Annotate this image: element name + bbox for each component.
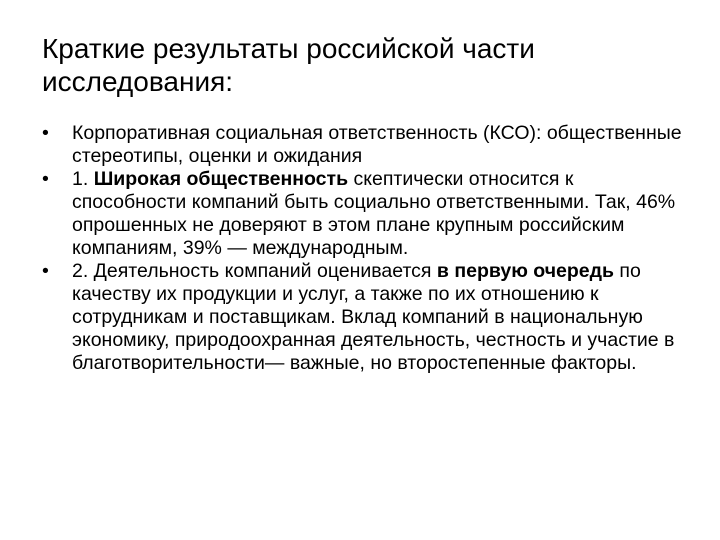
bullet-dot: • xyxy=(42,260,49,282)
bullet-item-2 xyxy=(38,168,688,260)
bullet-bold-text: в первую очередь xyxy=(436,260,614,282)
slide-title: Краткие результаты российской части исследования: xyxy=(42,33,535,97)
bullet-list xyxy=(38,122,688,375)
bullet-dot: • xyxy=(42,122,49,144)
bullet-rest-text: по качеству их продукции и услуг, а также по их отношению к сотрудникам и поставщикам. Вклад компаний в национальную экономику, природоохранная деятельность, честность и участие в благотворительности— важные, но второстепенные факторы. xyxy=(72,260,675,374)
bullet-dot: • xyxy=(42,168,49,190)
bullet-text: Корпоративная социальная ответственность (КСО): общественные стереотипы, оценки и ожидания xyxy=(72,122,682,167)
bullet-prefix: 1. xyxy=(72,168,94,190)
bullet-prefix: 2. Деятельность компаний оценивается xyxy=(72,260,437,282)
bullet-bold-text: Широкая общественность xyxy=(93,168,349,190)
bullet-rest-text: скептически относится к способности компаний быть социально ответственными. Так, 46% опрошенных не доверяют в этом плане крупным российским компаниям, 39% — международным. xyxy=(72,168,676,259)
bullet-item-1 xyxy=(38,122,688,168)
bullet-item-3 xyxy=(38,260,688,375)
